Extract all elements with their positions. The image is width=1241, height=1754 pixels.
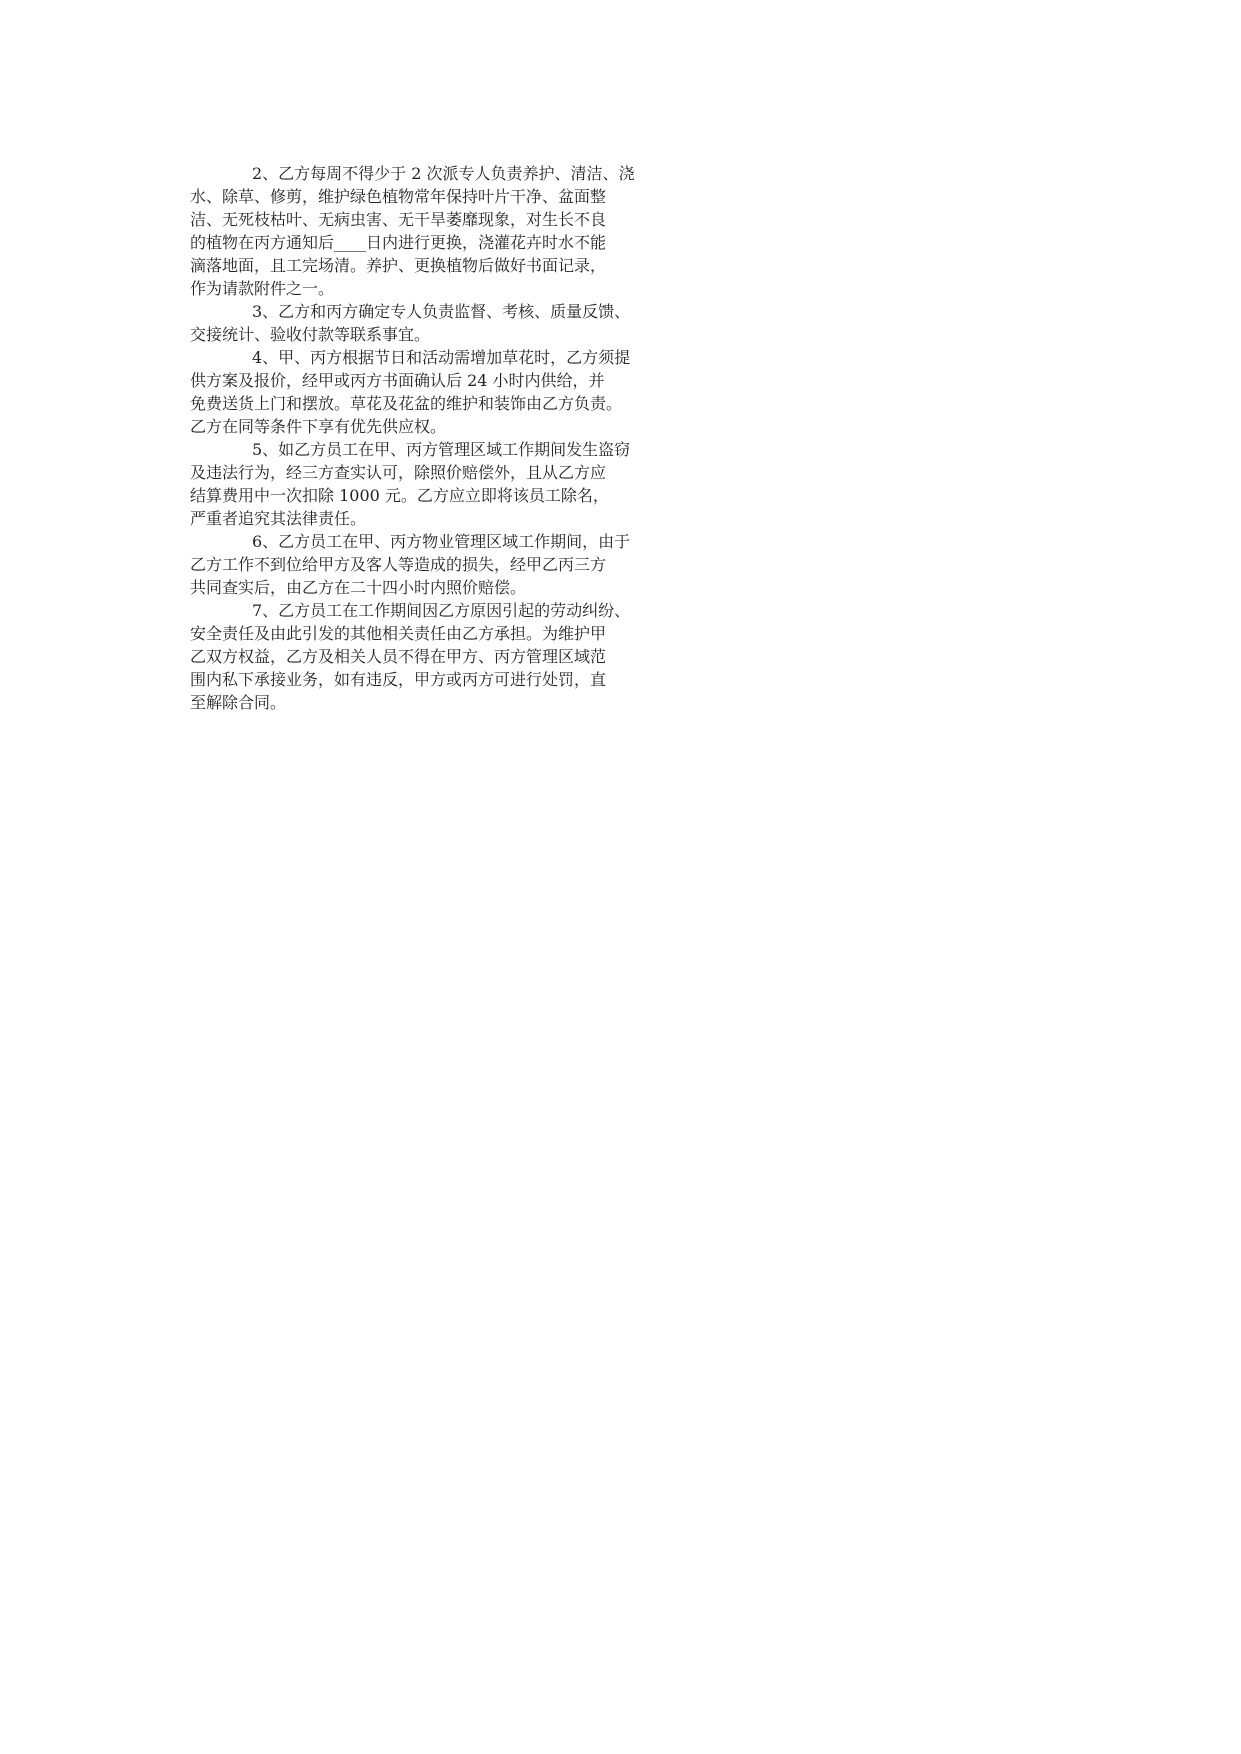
text-line: 5、如乙方员工在甲、丙方管理区域工作期间发生盗窃 — [252, 440, 631, 459]
text-line: 安全责任及由此引发的其他相关责任由乙方承担。为维护甲 — [190, 624, 607, 643]
clause-7 — [190, 598, 1050, 713]
text-line: 至解除合同。 — [190, 693, 287, 712]
text-line: 结算费用中一次扣除 1000 元。乙方应立即将该员工除名， — [190, 486, 609, 505]
text-line: 供方案及报价，经甲或丙方书面确认后 24 小时内供给，并 — [190, 371, 605, 390]
text-line: 免费送货上门和摆放。草花及花盆的维护和装饰由乙方负责。 — [190, 394, 623, 413]
text-line: 洁、无死枝枯叶、无病虫害、无干旱萎靡现象，对生长不良 — [190, 210, 607, 229]
text-line: 交接统计、验收付款等联系事宜。 — [190, 325, 431, 344]
text-line: 作为请款附件之一。 — [190, 279, 335, 298]
text-line: 乙方工作不到位给甲方及客人等造成的损失，经甲乙丙三方 — [190, 555, 607, 574]
text-line: 滴落地面，且工完场清。养护、更换植物后做好书面记录， — [190, 256, 607, 275]
text-line: 及违法行为，经三方查实认可，除照价赔偿外，且从乙方应 — [190, 463, 607, 482]
clause-3 — [190, 299, 1050, 345]
text-line: 围内私下承接业务，如有违反，甲方或丙方可进行处罚，直 — [190, 670, 607, 689]
clause-5 — [190, 437, 1050, 529]
text-line: 4、甲、丙方根据节日和活动需增加草花时，乙方须提 — [252, 348, 631, 367]
text-line: 的植物在丙方通知后____日内进行更换，浇灌花卉时水不能 — [190, 233, 607, 252]
text-line: 严重者追究其法律责任。 — [190, 509, 367, 528]
text-line: 7、乙方员工在工作期间因乙方原因引起的劳动纠纷、 — [252, 601, 631, 620]
clause-2 — [190, 161, 1050, 299]
text-line: 6、乙方员工在甲、丙方物业管理区域工作期间，由于 — [252, 532, 631, 551]
text-line: 乙方在同等条件下享有优先供应权。 — [190, 417, 447, 436]
text-line: 乙双方权益，乙方及相关人员不得在甲方、丙方管理区域范 — [190, 647, 607, 666]
text-line: 水、除草、修剪，维护绿色植物常年保持叶片干净、盆面整 — [190, 187, 607, 206]
document-page — [190, 161, 1050, 713]
text-line: 2、乙方每周不得少于 2 次派专人负责养护、清洁、浇 — [252, 164, 635, 183]
text-line: 共同查实后，由乙方在二十四小时内照价赔偿。 — [190, 578, 527, 597]
text-line: 3、乙方和丙方确定专人负责监督、考核、质量反馈、 — [252, 302, 631, 321]
clause-4 — [190, 345, 1050, 437]
clause-6 — [190, 529, 1050, 598]
